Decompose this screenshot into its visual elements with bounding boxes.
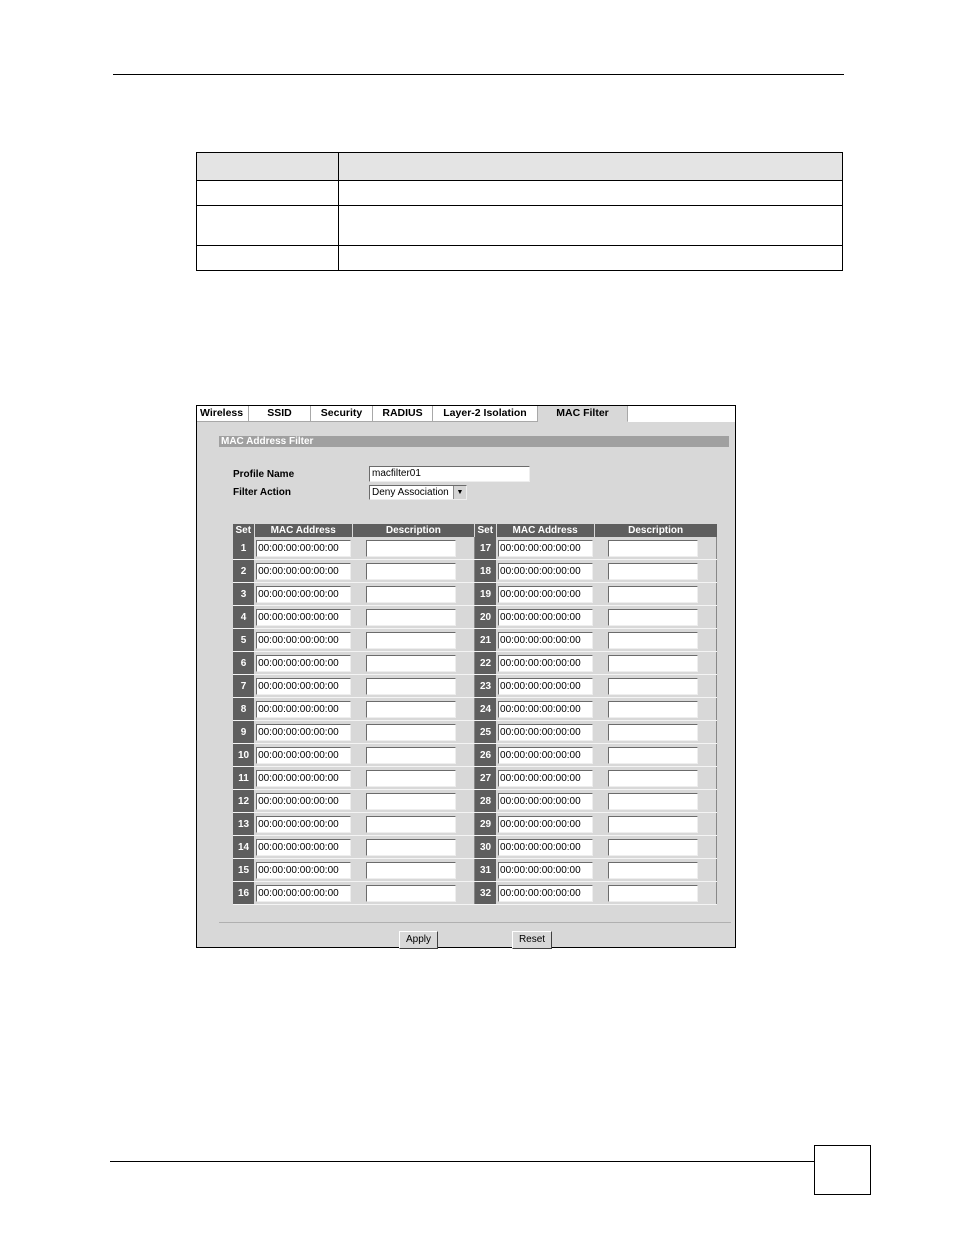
description-input[interactable] [608, 839, 698, 856]
description-input[interactable] [366, 724, 456, 741]
tab-ssid[interactable]: SSID [249, 406, 311, 422]
mac-address-input[interactable]: 00:00:00:00:00:00 [498, 885, 593, 902]
description-input[interactable] [366, 540, 456, 557]
description-table [196, 152, 843, 271]
set-number: 22 [474, 652, 496, 675]
tab-radius[interactable]: RADIUS [373, 406, 433, 422]
tab-bar [197, 406, 628, 422]
reset-button[interactable]: Reset [512, 931, 552, 949]
set-number: 6 [233, 652, 254, 675]
set-number: 11 [233, 767, 254, 790]
description-input[interactable] [608, 793, 698, 810]
set-number: 31 [474, 859, 496, 882]
mac-filter-screen [196, 405, 736, 948]
mac-address-input[interactable]: 00:00:00:00:00:00 [256, 770, 351, 787]
set-number: 5 [233, 629, 254, 652]
table-row [197, 181, 843, 206]
set-number: 32 [474, 882, 496, 905]
table-row [233, 583, 717, 606]
profile-name-label: Profile Name [233, 469, 295, 480]
mac-address-input[interactable]: 00:00:00:00:00:00 [256, 885, 351, 902]
mac-address-input[interactable]: 00:00:00:00:00:00 [498, 747, 593, 764]
mac-address-input[interactable]: 00:00:00:00:00:00 [256, 747, 351, 764]
tab-mac-filter[interactable]: MAC Filter [538, 406, 628, 422]
table-row [233, 560, 717, 583]
set-number: 3 [233, 583, 254, 606]
mac-address-input[interactable]: 00:00:00:00:00:00 [256, 632, 351, 649]
table-header-row [197, 153, 843, 181]
description-input[interactable] [608, 678, 698, 695]
description-input[interactable] [366, 632, 456, 649]
description-input[interactable] [608, 862, 698, 879]
set-number: 18 [474, 560, 496, 583]
table-row [233, 836, 717, 859]
mac-table-body [233, 537, 717, 905]
chevron-down-icon[interactable]: ▼ [453, 486, 466, 499]
description-input[interactable] [608, 724, 698, 741]
filter-action-value: Deny Association [372, 487, 449, 498]
table-row [233, 790, 717, 813]
description-input[interactable] [608, 816, 698, 833]
set-number: 7 [233, 675, 254, 698]
description-input[interactable] [366, 770, 456, 787]
table-row [233, 698, 717, 721]
table-row [233, 744, 717, 767]
mac-address-input[interactable]: 00:00:00:00:00:00 [256, 678, 351, 695]
description-input[interactable] [608, 747, 698, 764]
mac-address-input[interactable]: 00:00:00:00:00:00 [498, 540, 593, 557]
tab-wireless[interactable]: Wireless [197, 406, 249, 422]
description-input[interactable] [608, 586, 698, 603]
page-number-box [814, 1145, 871, 1195]
mac-address-input[interactable]: 00:00:00:00:00:00 [256, 839, 351, 856]
mac-address-input[interactable]: 00:00:00:00:00:00 [498, 563, 593, 580]
description-input[interactable] [366, 862, 456, 879]
mac-address-input[interactable]: 00:00:00:00:00:00 [256, 701, 351, 718]
set-number: 30 [474, 836, 496, 859]
set-number: 24 [474, 698, 496, 721]
mac-address-input[interactable]: 00:00:00:00:00:00 [256, 862, 351, 879]
description-input[interactable] [366, 586, 456, 603]
table-row [233, 652, 717, 675]
tab-layer2-isolation[interactable]: Layer-2 Isolation [433, 406, 538, 422]
col-mac-address: MAC Address [254, 524, 352, 537]
table-row [197, 206, 843, 246]
col-description: Description [352, 524, 474, 537]
set-number: 17 [474, 537, 496, 560]
col-mac-address: MAC Address [496, 524, 594, 537]
mac-address-input[interactable]: 00:00:00:00:00:00 [498, 632, 593, 649]
mac-address-input[interactable]: 00:00:00:00:00:00 [256, 540, 351, 557]
set-number: 4 [233, 606, 254, 629]
footer-rule [110, 1161, 814, 1162]
table-row [233, 675, 717, 698]
description-input[interactable] [366, 885, 456, 902]
description-input[interactable] [366, 678, 456, 695]
description-input[interactable] [366, 747, 456, 764]
table-row [233, 606, 717, 629]
profile-name-input[interactable]: macfilter01 [369, 466, 530, 482]
set-number: 23 [474, 675, 496, 698]
apply-button[interactable]: Apply [399, 931, 438, 949]
mac-address-input[interactable]: 00:00:00:00:00:00 [498, 862, 593, 879]
description-input[interactable] [608, 770, 698, 787]
mac-address-input[interactable]: 00:00:00:00:00:00 [498, 678, 593, 695]
description-input[interactable] [608, 885, 698, 902]
mac-address-input[interactable]: 00:00:00:00:00:00 [498, 724, 593, 741]
col-set: Set [233, 524, 254, 537]
mac-address-input[interactable]: 00:00:00:00:00:00 [498, 701, 593, 718]
set-number: 16 [233, 882, 254, 905]
mac-address-input[interactable]: 00:00:00:00:00:00 [256, 563, 351, 580]
description-input[interactable] [608, 701, 698, 718]
description-input[interactable] [366, 816, 456, 833]
mac-address-input[interactable]: 00:00:00:00:00:00 [256, 724, 351, 741]
set-number: 12 [233, 790, 254, 813]
description-input[interactable] [608, 655, 698, 672]
description-input[interactable] [366, 701, 456, 718]
set-number: 25 [474, 721, 496, 744]
set-number: 1 [233, 537, 254, 560]
mac-address-input[interactable]: 00:00:00:00:00:00 [256, 586, 351, 603]
set-number: 21 [474, 629, 496, 652]
set-number: 28 [474, 790, 496, 813]
description-input[interactable] [366, 563, 456, 580]
set-number: 9 [233, 721, 254, 744]
description-input[interactable] [608, 609, 698, 626]
description-input[interactable] [366, 839, 456, 856]
table-row [197, 246, 843, 271]
description-input[interactable] [608, 563, 698, 580]
table-row [233, 882, 717, 905]
description-input[interactable] [608, 540, 698, 557]
mac-address-input[interactable]: 00:00:00:00:00:00 [498, 586, 593, 603]
set-number: 29 [474, 813, 496, 836]
description-input[interactable] [366, 609, 456, 626]
mac-address-table [233, 524, 717, 905]
mac-address-input[interactable]: 00:00:00:00:00:00 [256, 816, 351, 833]
filter-action-select[interactable] [369, 485, 467, 500]
set-number: 14 [233, 836, 254, 859]
mac-address-input[interactable]: 00:00:00:00:00:00 [498, 839, 593, 856]
filter-action-label: Filter Action [233, 487, 291, 498]
mac-address-input[interactable]: 00:00:00:00:00:00 [498, 609, 593, 626]
mac-address-input[interactable]: 00:00:00:00:00:00 [498, 770, 593, 787]
set-number: 26 [474, 744, 496, 767]
col-description: Description [594, 524, 716, 537]
set-number: 2 [233, 560, 254, 583]
table-row [233, 813, 717, 836]
description-input[interactable] [366, 655, 456, 672]
mac-address-input[interactable]: 00:00:00:00:00:00 [256, 793, 351, 810]
col-set: Set [474, 524, 496, 537]
set-number: 15 [233, 859, 254, 882]
set-number: 10 [233, 744, 254, 767]
set-number: 13 [233, 813, 254, 836]
mac-address-input[interactable]: 00:00:00:00:00:00 [256, 609, 351, 626]
mac-address-input[interactable]: 00:00:00:00:00:00 [498, 816, 593, 833]
description-input[interactable] [608, 632, 698, 649]
description-input[interactable] [366, 793, 456, 810]
header-rule [113, 74, 844, 75]
table-row [233, 859, 717, 882]
section-title: MAC Address Filter [219, 436, 729, 447]
set-number: 8 [233, 698, 254, 721]
mac-address-input[interactable]: 00:00:00:00:00:00 [256, 655, 351, 672]
set-number: 20 [474, 606, 496, 629]
divider [219, 922, 731, 923]
mac-table-header [233, 524, 717, 537]
set-number: 19 [474, 583, 496, 606]
table-row [233, 721, 717, 744]
mac-address-input[interactable]: 00:00:00:00:00:00 [498, 655, 593, 672]
set-number: 27 [474, 767, 496, 790]
mac-address-input[interactable]: 00:00:00:00:00:00 [498, 793, 593, 810]
table-row [233, 767, 717, 790]
tab-security[interactable]: Security [311, 406, 373, 422]
mac-filter-panel [197, 422, 735, 947]
table-row [233, 629, 717, 652]
table-row [233, 537, 717, 560]
